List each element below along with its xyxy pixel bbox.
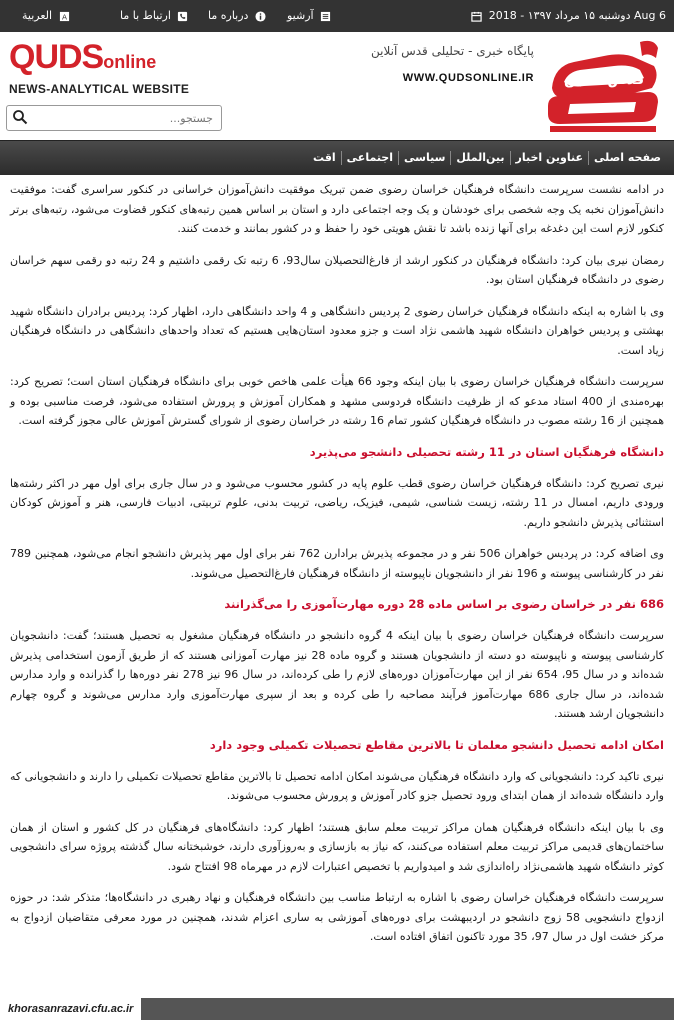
article-paragraph: نیری تصریح کرد: دانشگاه فرهنگیان خراسان رضوی قطب علوم پایه در کشور محسوب می‌شود و در سال جاری برای اول مهر در اکثر رشته‌ها ورودی داریم، امسال در 11 رشته، زیست شناسی، شیمی، فیزیک، ریاضی، تربیت بدنی، علوم تربیتی، ادبیات فارسی، هنر و آموزش کودکان استثنائی پذیرش دانشجو داریم.	[10, 476, 664, 529]
search-box	[6, 105, 222, 131]
section-heading: 686 نفر در خراسان رضوی بر اساس ماده 28 دوره مهارت‌آموزی را می‌گذرانند	[224, 597, 664, 611]
svg-text:A: A	[61, 11, 67, 21]
main-nav	[0, 140, 674, 175]
calendar-icon	[471, 11, 482, 22]
article-paragraph: وی اضافه کرد: در پردیس خواهران 506 نفر و در مجموعه پذیرش برادارن 762 نفر برای اول مهر پذیرش دانشجو انجام می‌شود، همچنین 789 نفر در کارشناسی پیوسته و 196 نفر از دانشجویان ناپیوسته از دانشگاه فرهنگیان فارغ‌التحصیل می‌شوند.	[10, 547, 664, 580]
logo-english[interactable]	[9, 38, 156, 77]
info-icon	[255, 11, 266, 22]
site-title: پایگاه خبری - تحلیلی قدس آنلاین	[370, 44, 534, 58]
search-icon[interactable]	[12, 109, 28, 125]
article-paragraph: سرپرست دانشگاه فرهنگیان خراسان رضوی با اشاره به ارتباط مناسب بین دانشگاه فرهنگیان و نهاد رهبری در دانشگاه‌ها؛ متذکر شد: در حوزه ازدواج دانشجویی 58 زوج دانشجو در اردیبهشت برای دوره‌های آموزشی به ساری اعزام شدند، همچنین در مورد معرفی متقاضیان ازدواج به مرکز خشت اول در سال 97، 35 مورد تاکنون اتفاق افتاده است.	[10, 891, 665, 943]
article-paragraph: رمضان نیری بیان کرد: دانشگاه فرهنگیان در کنکور ارشد از فارغ‌التحصیلان سال93، 6 رتبه تک رقمی داشتیم و 24 رتبه دو رقمی سهم خراسان رضوی در دانشگاه فرهنگیان استان بود.	[10, 253, 665, 286]
site-url: WWW.QUDSONLINE.IR	[402, 72, 534, 84]
source-watermark: khorasanrazavi.cfu.ac.ir	[0, 998, 141, 1020]
article-paragraph: سرپرست دانشگاه فرهنگیان خراسان رضوی با بیان اینکه 4 گروه دانشجو در دانشگاه فرهنگیان مشغول به تحصیل هستند؛ گفت: دانشجویان کارشناسی پیوسته و ناپیوسته دو دسته از دانشجویان هستند و گروه ماده 28 نیز مهارت آموزانی هستند که از طریق آزمون استخدامی پذیرش شده‌اند و در سال 95، 654 نفر از این مهارت‌آموزان دوره‌های لازم را طی کرده‌اند، در سال 96 نیز 278 نفر دوره‌ها را گذرانده و وارد مدارس شده‌اند، در سال جاری 686 مهارت‌آموز فرآیند مصاحبه را طی کرده و بعد از سپری مهارت‌آموزی وارد مدارس می‌شوند و گروه چهارم دانشجویان ارشد هستند.	[10, 629, 665, 720]
about-link[interactable]	[208, 0, 269, 32]
archive-label: آرشیو	[287, 9, 314, 22]
date-text: دوشنبه ۱۵ مرداد ۱۳۹۷ - 2018 Aug 6	[488, 9, 666, 22]
language-label: العربیة	[22, 9, 53, 22]
language-link[interactable]	[22, 0, 73, 32]
quds-logo[interactable]	[544, 36, 662, 134]
tagline	[9, 82, 189, 96]
archive-icon	[320, 11, 331, 22]
site-header	[0, 32, 674, 140]
top-bar	[0, 0, 674, 32]
date-display	[468, 0, 666, 32]
article-paragraph: سرپرست دانشگاه فرهنگیان خراسان رضوی با بیان اینکه وجود 66 هیأت علمی هاخص خوبی برای دانشگاه فرهنگیان استان است؛ تصریح کرد: بهره‌مندی از 400 استاد مدعو که از ظرفیت دانشگاه فردوسی مشهد و همکاران آموزش و پرورش استفاده می‌شود، فرصت مناسبی بوده و همچنین از 16 رشته مصوب در دانشگاه فرهنگیان کشور تمام 16 رشته در خراسان رضوی از شورای گسترش آموزش عالی مجوز گرفته است.	[10, 375, 664, 427]
nav-item-politics[interactable]: سیاسی	[398, 151, 450, 165]
nav-item-headlines[interactable]: عناوین اخبار	[510, 151, 588, 165]
section-heading: دانشگاه فرهنگیان استان در 11 رشته تحصیلی دانشجو می‌پذیرد	[309, 444, 664, 459]
nav-item-economy[interactable]: اقت	[313, 151, 336, 164]
tagline-rest: -ANALYTICAL WEBSITE	[46, 82, 190, 96]
section-heading: امکان ادامه تحصیل دانشجو معلمان تا بالاترین مقاطع تحصیلات تکمیلی وجود دارد	[209, 737, 664, 752]
article-paragraph: وی با بیان اینکه دانشگاه فرهنگیان همان مراکز تربیت معلم سابق هستند؛ اظهار کرد: دانشگاه‌های فرهنگیان در کل کشور و استان از همان ساختمان‌های قدیمی مراکز تربیت معلم استفاده می‌کنند، که نیاز به بازسازی و به‌روزآوری دارند، خوشبختانه سال گذشته پروژه سرای دانشجویی کوثر دانشگاه شهید هاشمی‌نژاد راه‌اندازی شد و امیدواریم با تخصیص اعتبارات لازم در مهرماه 98 افتتاح شود.	[10, 820, 664, 873]
article-paragraph: نیری تاکید کرد: دانشجویانی که وارد دانشگاه فرهنگیان می‌شوند امکان ادامه تحصیل تا بالاترین مقاطع تحصیلات تکمیلی را دارند و دانشجویانی که وارد دانشگاه شده‌اند از همان ابتدای ورود تحصیل جزو کادر آموزش و پرورش محسوب می‌شوند.	[10, 769, 664, 802]
tagline-prefix: NEWS	[9, 82, 47, 96]
contact-label: ارتباط با ما	[120, 9, 171, 22]
phone-icon	[177, 11, 188, 22]
article-body	[10, 180, 664, 959]
contact-link[interactable]	[120, 0, 191, 32]
language-icon	[59, 11, 70, 22]
logo-fa-text: قدس آنلاین	[564, 72, 644, 88]
article-paragraph: در ادامه نشست سرپرست دانشگاه فرهنگیان خراسان رضوی ضمن تبریک موفقیت دانش‌آموزان خراسانی در کنکور سراسری گفت: موفقیت دانش‌آموزان نخبه یک وجه شخصی برای خودشان و یک وجه اجتماعی دارد و استان بر اساس همین رتبه‌های کنکور قضاوت می‌شود، رتبه‌های برتر کنکور لازم است این دغدغه برای آنها زنده باشد تا نقش هویتی خود را حفظ و در کشور بمانند و خدمت کنند.	[10, 183, 664, 235]
nav-item-international[interactable]: بین‌الملل	[450, 151, 509, 165]
nav-item-home[interactable]: صفحه اصلی	[588, 151, 666, 165]
logo-english-text: QUDS	[9, 38, 104, 76]
logo-english-suffix: online	[103, 52, 157, 72]
search-input[interactable]	[41, 109, 215, 127]
archive-link[interactable]	[287, 0, 334, 32]
about-label: درباره ما	[208, 9, 249, 22]
article-paragraph: وی با اشاره به اینکه دانشگاه فرهنگیان خراسان رضوی 2 پردیس دانشگاهی و 4 واحد دانشگاهی دارد، اظهار کرد: پردیس برادران دانشگاه شهید بهشتی و پردیس خواهران دانشگاه شهید هاشمی نژاد است و جزو معدود استان‌هایی هستیم که تعداد واحدهای دانشگاهی در دانشگاه فرهنگیان زیاد است.	[10, 304, 665, 357]
nav-item-society[interactable]: اجتماعی	[341, 151, 398, 165]
